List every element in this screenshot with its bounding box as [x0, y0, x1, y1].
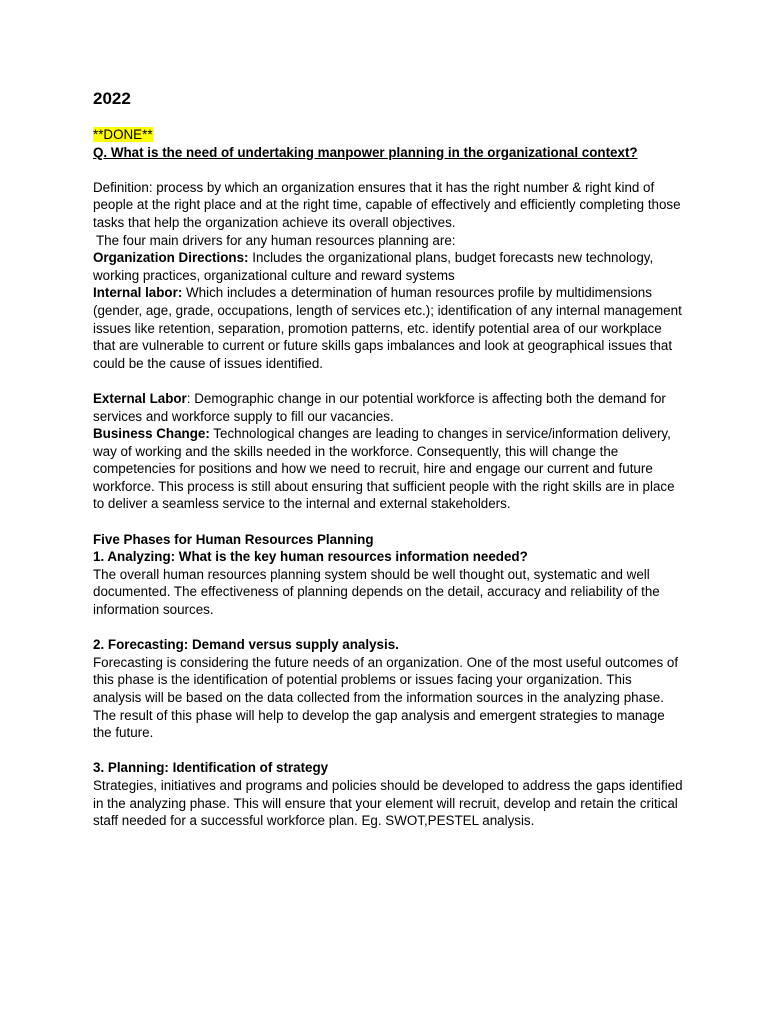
- document-body: [93, 88, 683, 830]
- phase-heading: 1. Analyzing: What is the key human resources information needed?: [93, 549, 528, 565]
- done-tag: **DONE**: [93, 127, 153, 142]
- driver-external-labor: [93, 390, 683, 425]
- driver-internal-labor: [93, 284, 683, 372]
- phase-text: Forecasting is considering the future needs of an organization. One of the most useful outcomes of this phase is the identification of potential problems or issues facing your organization. This analysis will be based on the data collected from the information sources in the analyzing phase. The result of this phase will help to develop the gap analysis and emergent strategies to manage the future.: [93, 654, 679, 741]
- spacer: [93, 513, 683, 531]
- phase-text: The overall human resources planning system should be well thought out, systematic and well documented. The effectiveness of planning depends on the detail, accuracy and reliability of the information sources.: [93, 566, 660, 618]
- driver-text: Includes the organizational plans, budget forecasts new technology, working practices, organizational culture and reward systems: [93, 250, 654, 283]
- phases-title: Five Phases for Human Resources Planning: [93, 531, 374, 547]
- spacer: [93, 619, 683, 637]
- driver-label: Organization Directions:: [93, 250, 249, 266]
- driver-label: Internal labor:: [93, 285, 183, 301]
- spacer: [93, 742, 683, 760]
- drivers-intro: The four main drivers for any human resources planning are:: [96, 232, 456, 248]
- status-line: [93, 126, 683, 144]
- driver-organization-directions: [93, 249, 683, 284]
- phase-heading: 2. Forecasting: Demand versus supply analysis.: [93, 637, 399, 653]
- driver-text: Which includes a determination of human resources profile by multidimensions (gender, age, grade, occupations, length of services etc.); identification of any internal management issues like retention, separation, promotion patterns, etc. identify potential area of our workplace that are vulnerable to current or future skills gaps imbalances and look at geographical issues that could be the cause of issues identified.: [93, 285, 682, 371]
- question-heading: Q. What is the need of undertaking manpower planning in the organizational context?: [93, 144, 638, 160]
- phase-heading: 3. Planning: Identification of strategy: [93, 760, 329, 776]
- driver-label: Business Change:: [93, 426, 210, 442]
- spacer: [93, 372, 683, 390]
- phase-text: Strategies, initiatives and programs and policies should be developed to address the gaps identified in the analyzing phase. This will ensure that your element will recruit, develop and retain the critical staff needed for a successful workforce plan. Eg. SWOT,PESTEL analysis.: [93, 777, 683, 829]
- driver-business-change: [93, 425, 683, 513]
- year-heading: 2022: [93, 89, 131, 108]
- driver-label: External Labor: [93, 390, 187, 406]
- driver-text: : Demographic change in our potential workforce is affecting both the demand for services and workforce supply to fill our vacancies.: [93, 390, 666, 424]
- driver-text: Technological changes are leading to changes in service/information delivery, way of working and the skills needed in the workforce. Consequently, this will change the competencies for positions and how we need to recruit, hire and engage our current and future workforce. This process is still about ensuring that sufficient people with the right skills are in place to deliver a seamless service to the internal and external stakeholders.: [93, 426, 675, 512]
- definition-paragraph: Definition: process by which an organization ensures that it has the right number & right kind of people at the right place and at the right time, capable of effectively and efficiently completing those tasks that help the organization achieve its overall objectives.: [93, 179, 681, 230]
- spacer: [93, 161, 683, 179]
